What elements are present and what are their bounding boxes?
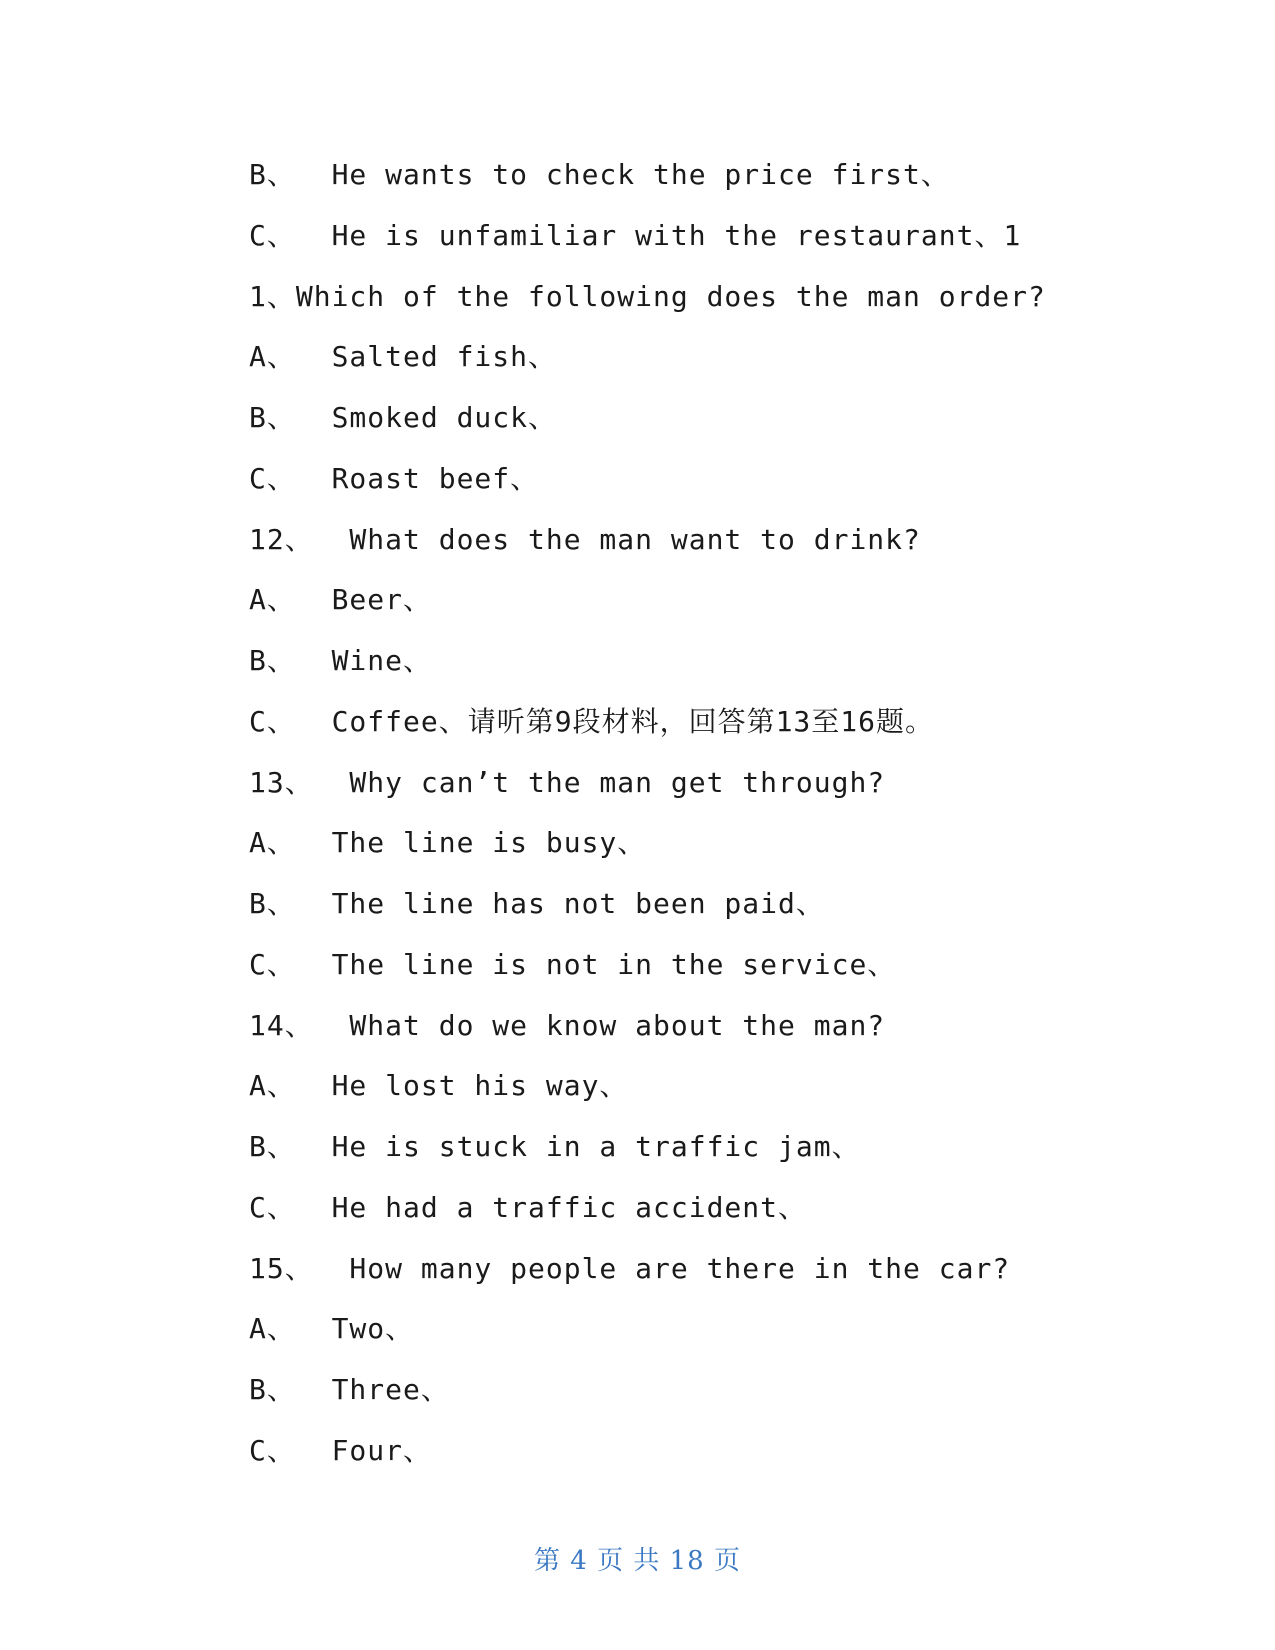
option-c-line: C、 He had a traffic accident、 [249,1190,808,1224]
question-line: 1、Which of the following does the man order? [249,279,1046,313]
option-a-line: A、 Beer、 [249,583,433,617]
option-a-line: A、 Two、 [249,1312,415,1346]
option-a-line: A、 He lost his way、 [249,1069,629,1103]
option-c-line: C、 He is unfamiliar with the restaurant、1 [249,218,1022,252]
question-13: 13、 Why can’t the man get through? [249,765,886,799]
option-a-line: A、 Salted fish、 [249,340,558,374]
question-15: 15、 How many people are there in the car? [249,1251,1011,1285]
question-12: 12、 What does the man want to drink? [249,522,921,556]
option-a-line: A、 The line is busy、 [249,826,647,860]
option-c-line: C、 Coffee、请听第9段材料，回答第13至16题。 [249,704,935,738]
option-b-line: B、 Smoked duck、 [249,401,558,434]
option-b-line: B、 He wants to check the price first、 [249,158,950,191]
option-c-line: C、 Roast beef、 [249,461,540,495]
option-b-line: B、 He is stuck in a traffic jam、 [249,1130,861,1163]
question-14: 14、 What do we know about the man? [249,1008,886,1042]
option-b-line: B、 Wine、 [249,644,433,677]
option-b-line: B、 The line has not been paid、 [249,887,825,920]
option-b-line: B、 Three、 [249,1373,450,1406]
page-number-footer: 第 4 页 共 18 页 [534,1546,741,1576]
option-c-line: C、 The line is not in the service、 [249,947,897,981]
option-c-line: C、 Four、 [249,1433,433,1467]
document-body [249,145,1149,1482]
